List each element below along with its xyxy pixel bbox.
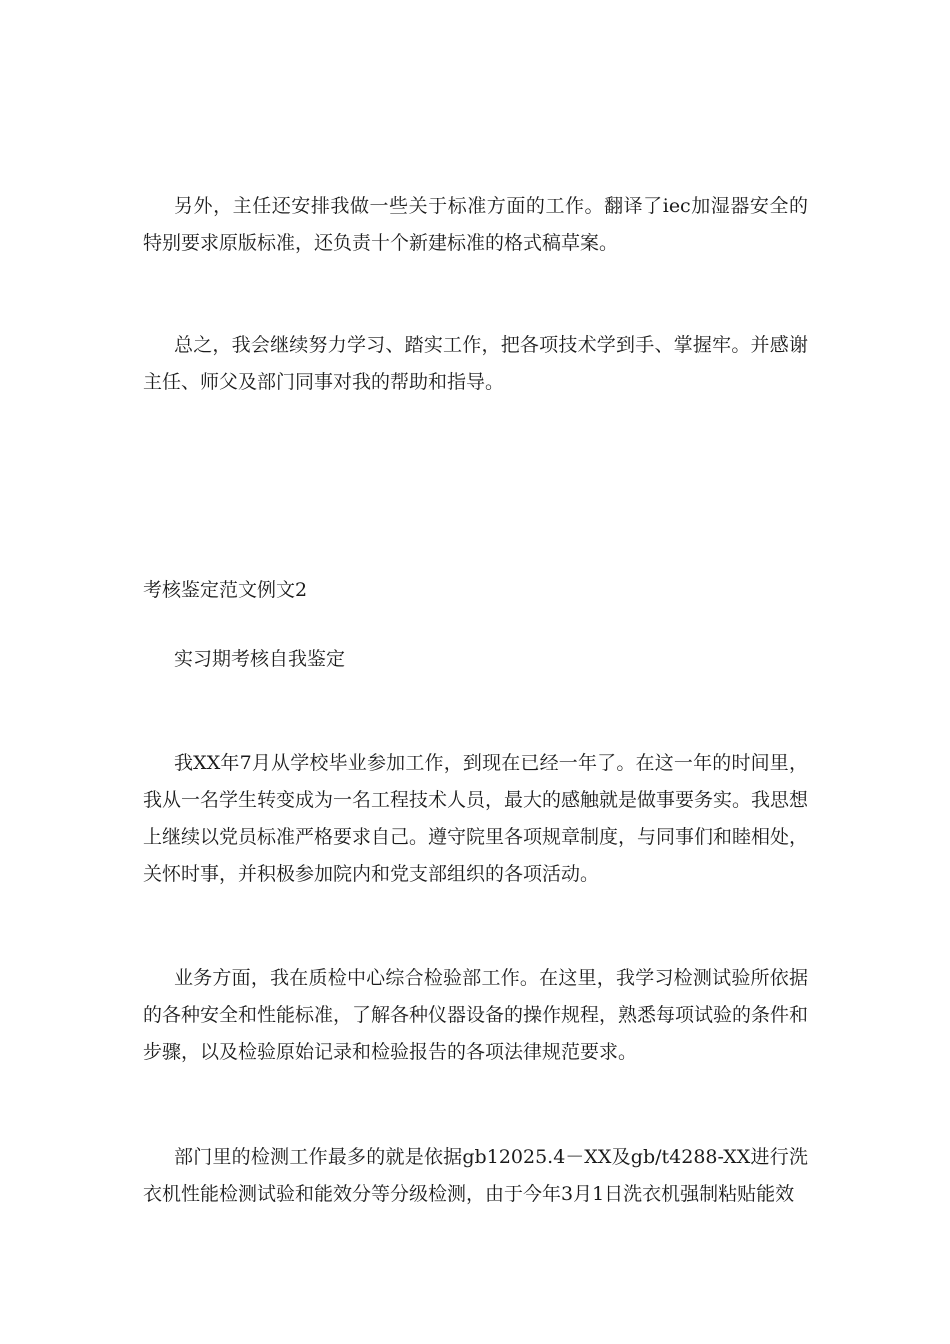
paragraph-testing-work: 部门里的检测工作最多的就是依据gb12025.4－XX及gb/t4288-XX进行洗衣机性能检测试验和能效分等分级检测，由于今年3月1日洗衣机强制粘贴能效: [143, 1146, 808, 1205]
paragraph-business: 业务方面，我在质检中心综合检验部工作。在这里，我学习检测试验所依据的各种安全和性能标准，了解各种仪器设备的操作规程，熟悉每项试验的条件和步骤，以及检验原始记录和检验报告的各项法律规范要求。: [143, 967, 809, 1063]
section-subtitle: 实习期考核自我鉴定: [174, 648, 346, 670]
section-title: 考核鉴定范文例文2: [143, 579, 308, 601]
paragraph-standards-work: 另外，主任还安排我做一些关于标准方面的工作。翻译了iec加湿器安全的特别要求原版标准，还负责十个新建标准的格式稿草案。: [143, 195, 808, 254]
paragraph-intro: 我XX年7月从学校毕业参加工作，到现在已经一年了。在这一年的时间里，我从一名学生转变成为一名工程技术人员，最大的感触就是做事要务实。我思想上继续以党员标准严格要求自己。遵守院里各项规章制度，与同事们和睦相处，关怀时事，并积极参加院内和党支部组织的各项活动。: [143, 752, 809, 885]
paragraph-conclusion: 总之，我会继续努力学习、踏实工作，把各项技术学到手、掌握牢。并感谢主任、师父及部门同事对我的帮助和指导。: [143, 334, 808, 393]
